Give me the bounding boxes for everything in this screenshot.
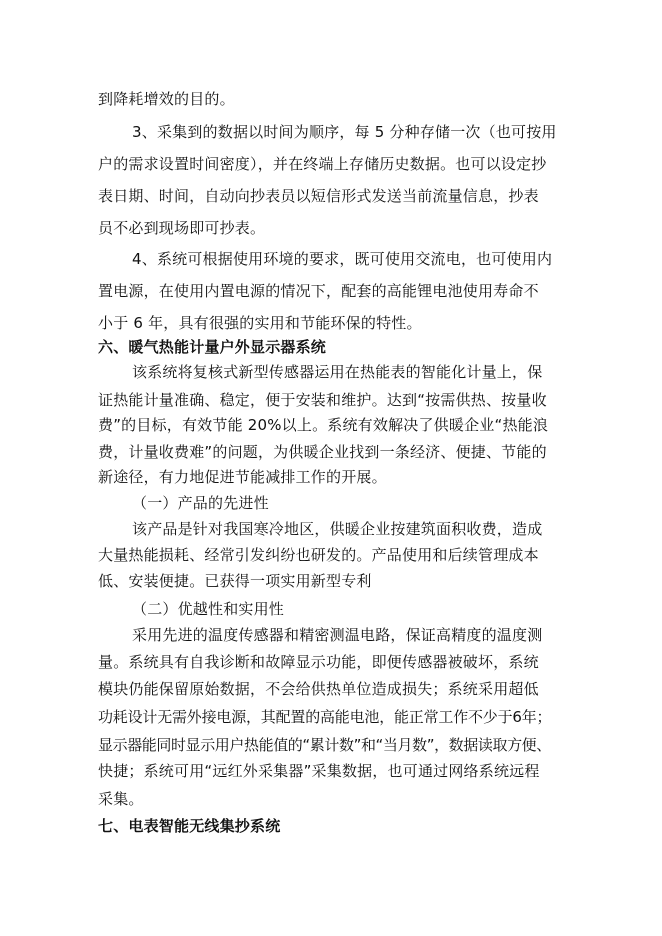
paragraph-line: 该系统将复核式新型传感器运用在热能表的智能化计量上，保: [132, 363, 543, 381]
paragraph-line: 模块仍能保留原始数据，不会给供热单位造成损失；系统采用超低: [98, 680, 539, 698]
section-heading: 六、暖气热能计量户外显示器系统: [98, 338, 327, 356]
paragraph-line: 置电源，在使用内置电源的情况下，配套的高能锂电池使用寿命不: [98, 282, 539, 300]
paragraph-line: 户的需求设置时间密度），并在终端上存储历史数据。也可以设定抄: [98, 155, 547, 173]
paragraph-line: 快捷；系统可用“远红外采集器”采集数据，也可通过网络系统远程: [98, 762, 540, 780]
paragraph-line: 功耗设计无需外接电源，其配置的高能电池，能正常工作不少于6年；: [98, 708, 552, 726]
paragraph-line: 显示器能同时显示用户热能值的“累计数”和“当月数”，数据读取方便、: [98, 736, 551, 754]
paragraph-line: 费，计量收费难”的问题，为供暖企业找到一条经济、便捷、节能的: [98, 443, 547, 461]
paragraph-line: 低、安装便捷。已获得一项实用新型专利: [98, 572, 372, 590]
paragraph-line: 该产品是针对我国寒冷地区，供暖企业按建筑面积收费，造成: [132, 520, 543, 538]
paragraph-line: 量。系统具有自我诊断和故障显示功能，即便传感器被破坏，系统: [98, 653, 539, 671]
paragraph-line: 到降耗增效的目的。: [98, 90, 235, 108]
subsection-heading: （一）产品的先进性: [132, 494, 269, 512]
paragraph-line: 采集。: [98, 790, 144, 808]
paragraph-line: 新途径，有力地促进节能减排工作的开展。: [98, 468, 387, 486]
paragraph-line: 3、采集到的数据以时间为顺序，每 5 分种存储一次（也可按用: [132, 123, 557, 141]
paragraph-line: 表日期、时间，自动向抄表员以短信形式发送当前流量信息，抄表: [98, 187, 539, 205]
paragraph-line: 采用先进的温度传感器和精密测温电路，保证高精度的温度测: [132, 626, 543, 644]
paragraph-line: 员不必到现场即可抄表。: [98, 219, 266, 237]
paragraph-line: 证热能计量准确、稳定，便于安装和维护。达到“按需供热、按量收: [98, 391, 547, 409]
section-heading: 七、电表智能无线集抄系统: [98, 817, 281, 835]
paragraph-line: 4、系统可根据使用环境的要求，既可使用交流电，也可使用内: [132, 250, 553, 268]
subsection-heading: （二）优越性和实用性: [132, 600, 285, 618]
paragraph-line: 小于 6 年，具有很强的实用和节能环保的特性。: [98, 314, 422, 332]
paragraph-line: 费”的目标，有效节能 20%以上。系统有效解决了供暖企业“热能浪: [98, 416, 549, 434]
paragraph-line: 大量热能损耗、经常引发纠纷也研发的。产品使用和后续管理成本: [98, 546, 539, 564]
